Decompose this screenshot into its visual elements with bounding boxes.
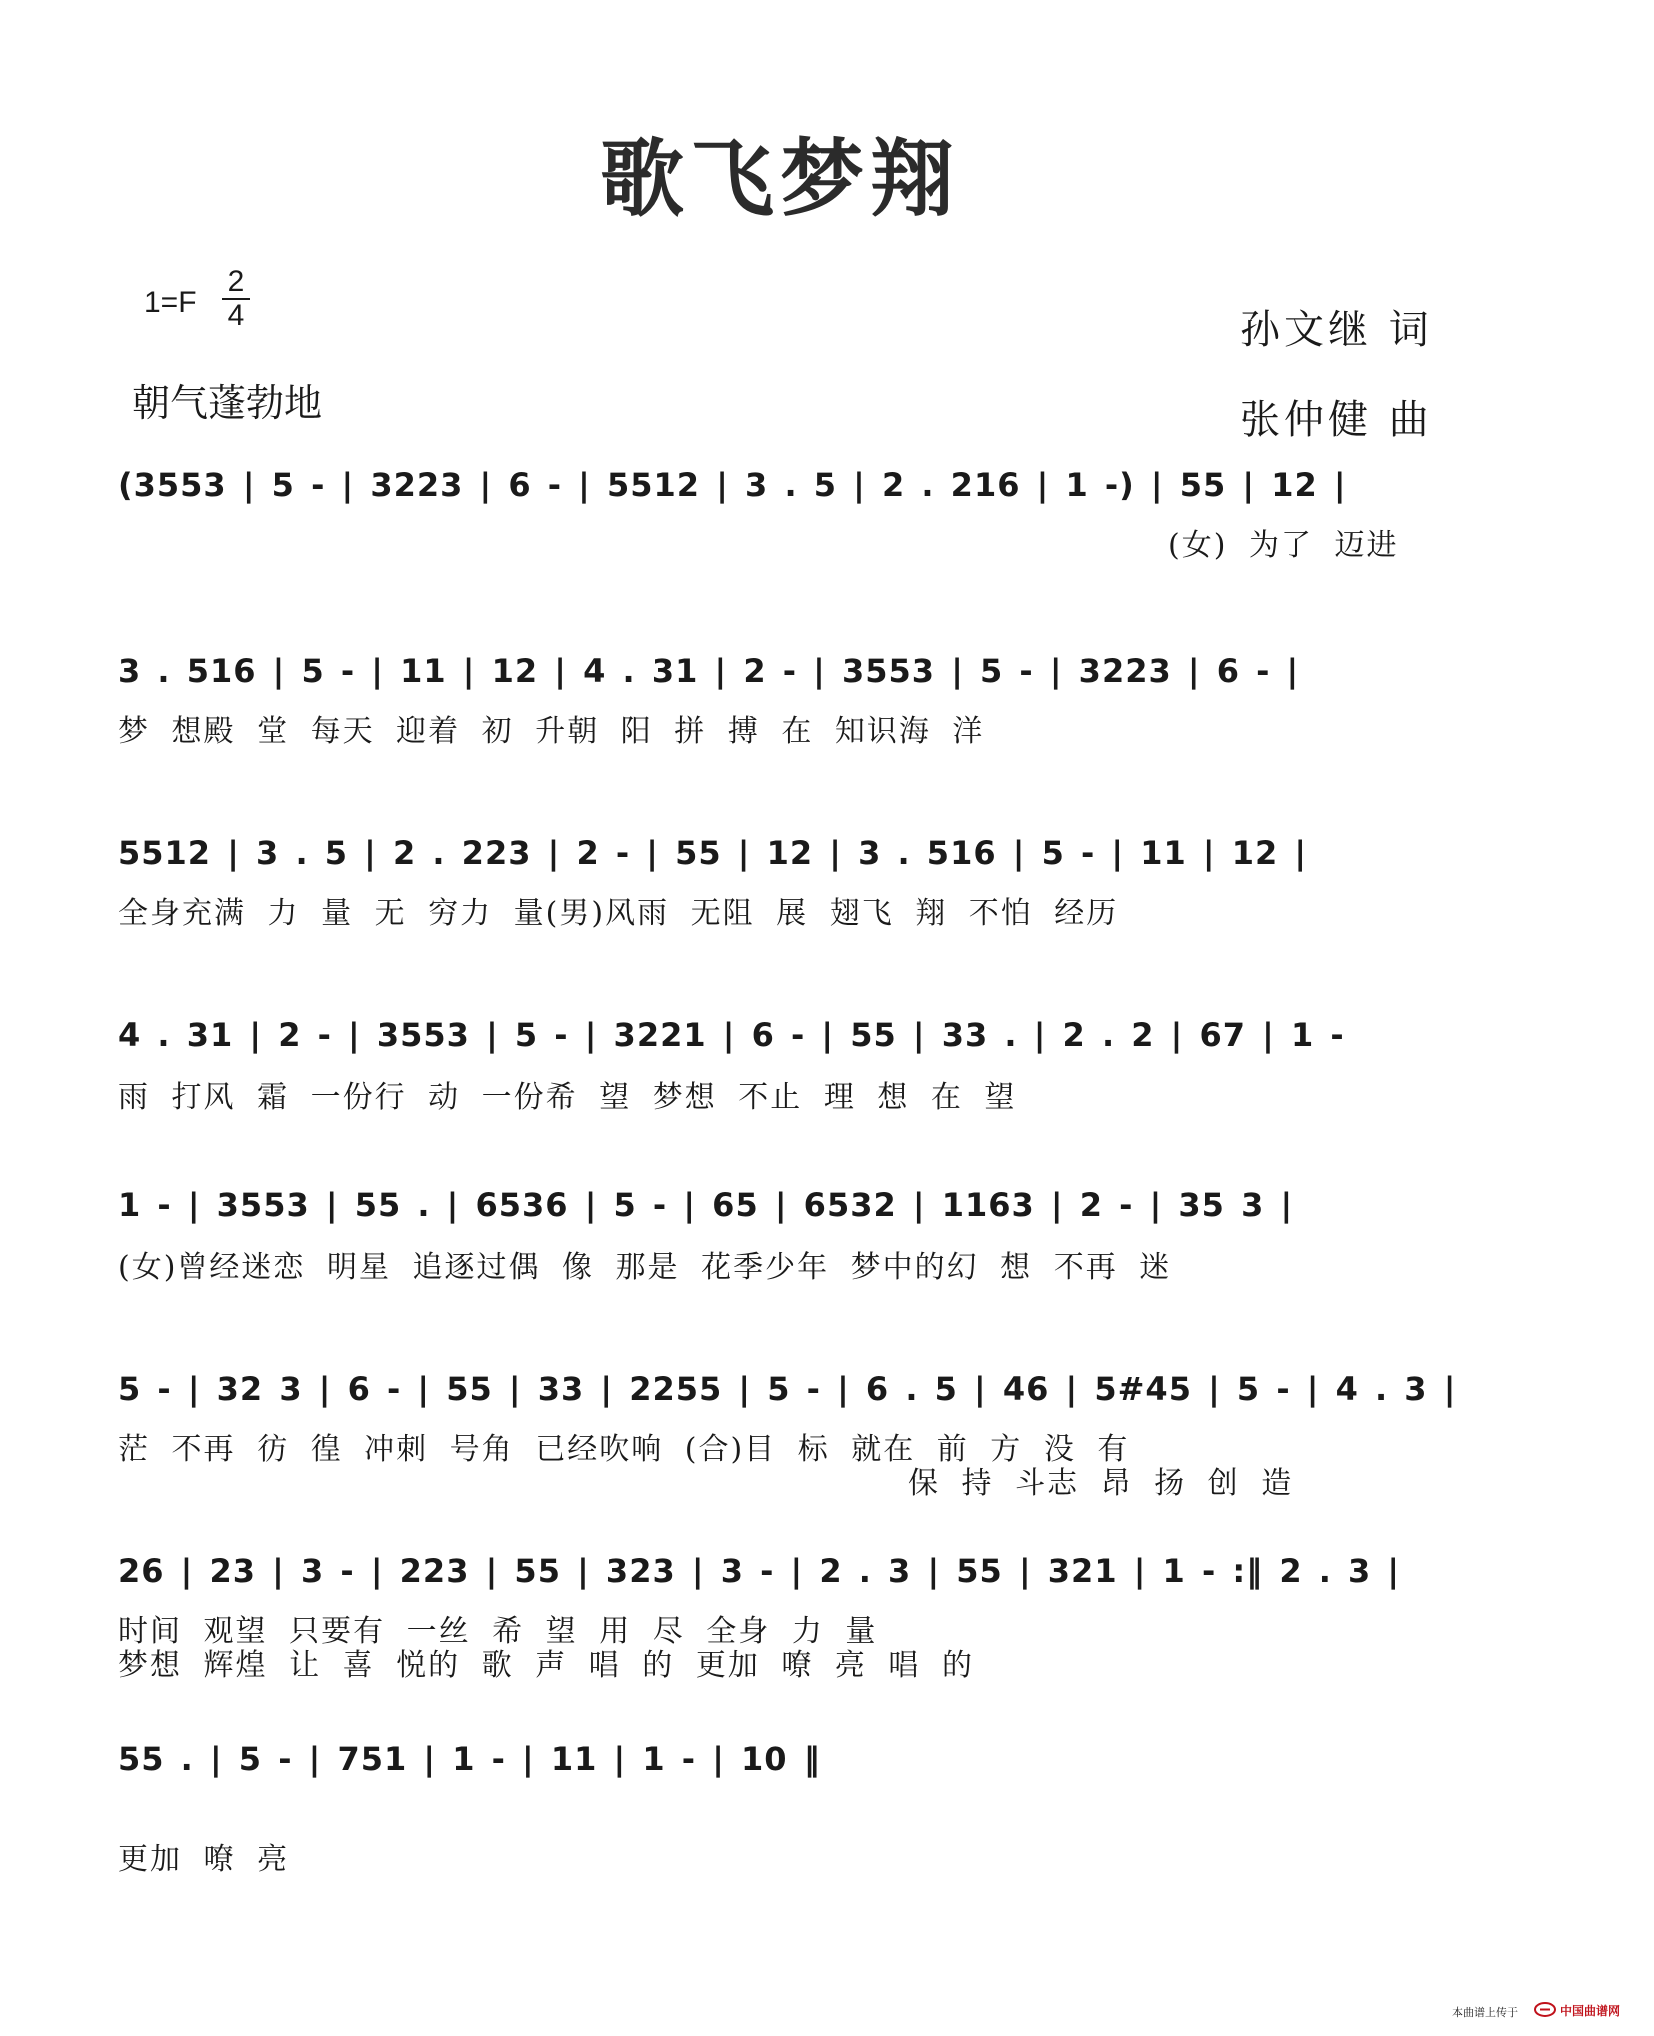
lyrics-line-2: 梦 想殿 堂 每天 迎着 初 升朝 阳 拼 搏 在 知识海 洋 <box>118 714 985 749</box>
site-logo-icon <box>1534 2002 1556 2017</box>
lyrics-line-5: (女)曾经迷恋 明星 追逐过偶 像 那是 花季少年 梦中的幻 想 不再 迷 <box>118 1250 1172 1285</box>
notation-line-1: (3553 | 5 - | 3223 | 6 - | 5512 | 3 . 5 | 2 . 216 | 1 -) | 55 | 12 | <box>118 466 1347 504</box>
page-title: 歌飞梦翔 <box>599 129 960 228</box>
lyrics-line-6a: 茫 不再 彷 徨 冲刺 号角 已经吹响 (合)目 标 就在 前 方 没 有 <box>118 1432 1130 1467</box>
composer-credit: 张仲健 曲 <box>1240 397 1433 443</box>
lyrics-line-8: 更加 嘹 亮 <box>118 1842 290 1877</box>
key-signature: 1=F <box>144 286 197 319</box>
site-name: 中国曲谱网 <box>1560 2004 1621 2018</box>
lyrics-line-7b: 梦想 辉煌 让 喜 悦的 歌 声 唱 的 更加 嘹 亮 唱 的 <box>118 1648 974 1683</box>
notation-line-5: 1 - | 3553 | 55 . | 6536 | 5 - | 65 | 6532 | 1163 | 2 - | 35 3 | <box>118 1186 1294 1224</box>
notation-line-6: 5 - | 32 3 | 6 - | 55 | 33 | 2255 | 5 - | 6 . 5 | 46 | 5#45 | 5 - | 4 . 3 | <box>118 1370 1457 1408</box>
lyricist-credit: 孙文继 词 <box>1240 307 1433 353</box>
notation-line-7: 26 | 23 | 3 - | 223 | 55 | 323 | 3 - | 2 . 3 | 55 | 321 | 1 - :‖ 2 . 3 | <box>118 1552 1401 1590</box>
lyrics-line-4: 雨 打风 霜 一份行 动 一份希 望 梦想 不止 理 想 在 望 <box>118 1080 1017 1115</box>
notation-line-8: 55 . | 5 - | 751 | 1 - | 11 | 1 - | 10 ‖ <box>118 1740 821 1778</box>
lyrics-line-1: (女) 为了 迈进 <box>1168 528 1399 563</box>
lyrics-line-7a: 时间 观望 只要有 一丝 希 望 用 尽 全身 力 量 <box>118 1614 878 1649</box>
lyrics-line-6b: 保 持 斗志 昂 扬 创 造 <box>908 1466 1294 1501</box>
notation-line-3: 5512 | 3 . 5 | 2 . 223 | 2 - | 55 | 12 | 3 . 516 | 5 - | 11 | 12 | <box>118 834 1308 872</box>
notation-line-2: 3 . 516 | 5 - | 11 | 12 | 4 . 31 | 2 - | 3553 | 5 - | 3223 | 6 - | <box>118 652 1300 690</box>
notation-line-4: 4 . 31 | 2 - | 3553 | 5 - | 3221 | 6 - | 55 | 33 . | 2 . 2 | 67 | 1 - <box>118 1016 1345 1054</box>
time-signature-numerator: 2 <box>222 266 250 300</box>
time-signature-denominator: 4 <box>227 299 245 332</box>
upload-note: 本曲谱上传于 <box>1452 2006 1518 2019</box>
time-signature <box>222 266 250 332</box>
lyrics-line-3: 全身充满 力 量 无 穷力 量(男)风雨 无阻 展 翅飞 翔 不怕 经历 <box>118 896 1119 931</box>
tempo-marking: 朝气蓬勃地 <box>132 381 323 425</box>
